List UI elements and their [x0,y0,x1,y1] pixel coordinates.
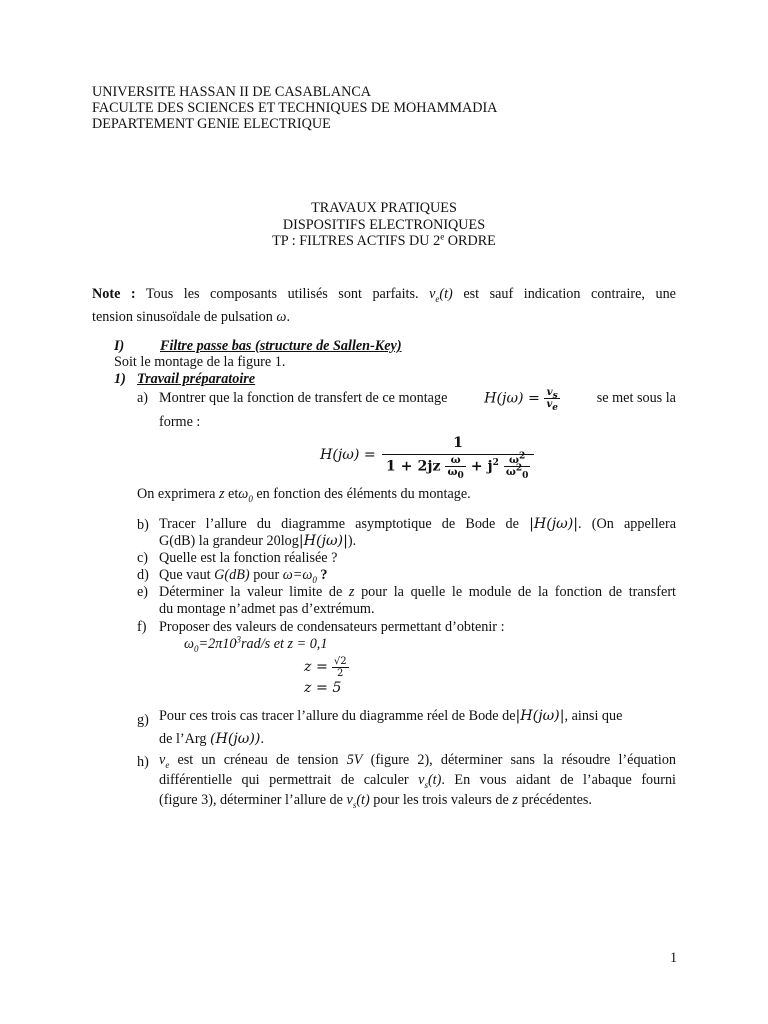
faculty-name: FACULTE DES SCIENCES ET TECHNIQUES DE MOHAMMADIA [92,100,498,116]
title-line-1: TRAVAUX PRATIQUES [311,200,457,216]
institution-header [92,84,497,132]
note-paragraph [92,286,676,326]
title-line-2: DISPOSITIFS ELECTRONIQUES [282,216,486,233]
section-title: Filtre passe bas (structure de Sallen-Key) [160,338,402,354]
department-name: DEPARTEMENT GENIE ELECTRIQUE [92,116,331,132]
item-c-text: Quelle est la fonction réalisée ? [159,550,338,566]
item-h-label: h) [137,754,149,770]
transfer-function-formula: H(jω) = 1 1 + 2jz $\frac{\omega}{\omega_0}$ + $j^2$ $\frac{\omega^2}{\omega^2_0}$ [320,426,534,484]
item-b-text: Tracer l’allure du diagramme asymptotique de Bode de |H(jω)|. (On appellera G(dB) la grandeur 20log|H(jω)|). [159,516,676,549]
item-a-label: a) [137,390,149,406]
subsection-title: Travail préparatoire [137,371,256,387]
item-e-text: Déterminer la valeur limite de z pour la quelle le module de la fonction de transfert du montage n’admet pas d’extrémum. [159,584,676,617]
item-f-value-1: $\omega_0=2\pi 10^3rad/s$ et z = 0,1 [184,634,328,654]
subsection-heading: 1) Travail préparatoire [114,371,256,387]
item-f-value-2: z = $\frac{√2}{2}$ [304,655,347,679]
section-intro: Soit le montage de la figure 1. [114,354,286,370]
note-line-1: Note : Tous les composants utilisés sont parfaits. $v_e(t)$ est sauf indication contraire, une [92,286,676,304]
item-d-label: d) [137,567,149,583]
item-a-line-2: forme : [159,414,201,430]
title-line-3: TP : FILTRES ACTIFS DU 2e ORDRE [272,231,496,249]
item-f-label: f) [137,619,147,635]
item-e-label: e) [137,584,149,600]
item-c-label: c) [137,550,149,566]
item-f-value-3: z = 5 [304,680,342,696]
section-heading: I) Filtre passe bas (structure de Sallen-Key) [114,338,402,354]
express-instruction: On exprimera z etω$_0$ en fonction des éléments du montage. [137,486,471,504]
page-number: 1 [670,950,678,966]
item-b-label: b) [137,517,149,533]
item-g-label: g) [137,712,149,728]
item-d-text: Que vaut G(dB) pour $\omega=\omega_0$ ? [159,567,328,585]
note-line-2: tension sinusoïdale de pulsation ω. [92,309,290,325]
note-label: Note : [92,286,136,302]
item-f-text: Proposer des valeurs de condensateurs permettant d’obtenir : [159,619,505,635]
item-g-text: Pour ces trois cas tracer l’allure du diagramme réel de Bode de|H(jω)|, ainsi que de l’Arg (H(jω)). [159,708,623,747]
document-title [0,200,768,250]
university-name: UNIVERSITE HASSAN II DE CASABLANCA [92,84,372,100]
item-a-line-1: Montrer que la fonction de transfert de ce montage H(jω) = $\frac{v_s}{v_e}$ se met sous la [159,386,676,413]
item-h-text: $v_e$ est un créneau de tension 5V (figure 2), déterminer sans la résoudre l’équation différentielle qui permettrait de calculer $v_s(t)$. En vous aidant de l’abaque fourni (figure 3), déterminer l’allure de $v_s(t)$ pour les trois valeurs de z précédentes. [159,752,677,810]
